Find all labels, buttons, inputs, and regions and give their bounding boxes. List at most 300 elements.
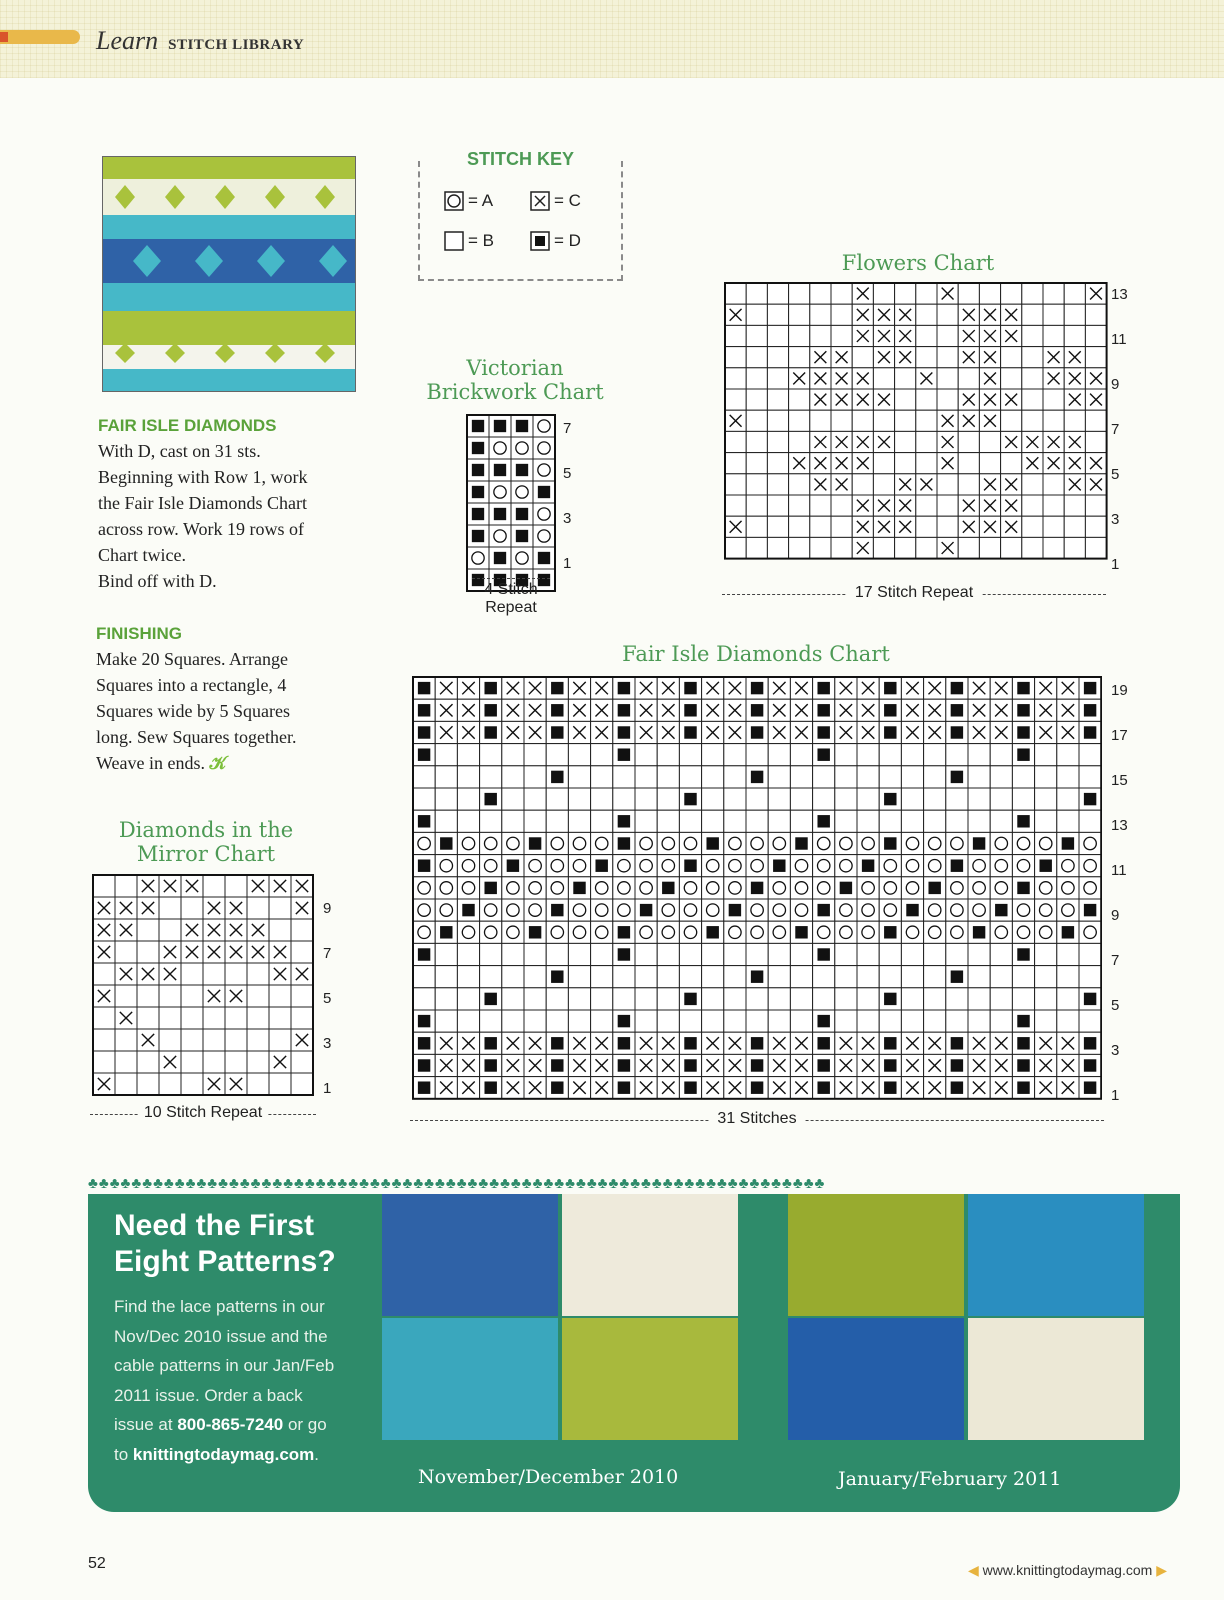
mirror-cell [291, 985, 313, 1007]
victorian-filled-square-stitch [472, 464, 484, 476]
flowers-cell [1022, 537, 1043, 558]
swatch-illustration [103, 157, 355, 391]
fair-isle-cell [413, 877, 435, 899]
flowers-row-number: 9 [1111, 376, 1120, 393]
fair-isle-cell [679, 766, 701, 788]
mirror-cell [181, 985, 203, 1007]
fair-isle-cell [857, 877, 879, 899]
fair-isle-filled-square-stitch [684, 1081, 696, 1093]
fair-isle-cell [768, 810, 790, 832]
fair-isle-filled-square-stitch [418, 948, 430, 960]
flowers-cell [895, 453, 916, 474]
flowers-cell [746, 537, 767, 558]
fair-isle-filled-square-stitch [618, 748, 630, 760]
flowers-cell [746, 495, 767, 516]
fair-isle-row-number: 1 [1111, 1087, 1120, 1104]
mirror-cell [137, 1007, 159, 1029]
fair-isle-filled-square-stitch [618, 1081, 630, 1093]
fair-isle-filled-square-stitch [751, 970, 763, 982]
fair-isle-cell [835, 855, 857, 877]
fair-isle-cell [990, 766, 1012, 788]
fair-isle-cell [591, 921, 613, 943]
mirror-cell [93, 1007, 115, 1029]
fair-isle-cell [635, 788, 657, 810]
mirror-cell [203, 963, 225, 985]
flowers-cell [895, 537, 916, 558]
fair-isle-cell [546, 1010, 568, 1032]
fair-isle-repeat-text: 31 Stitches [709, 1110, 804, 1127]
fair-isle-cell [1079, 921, 1101, 943]
mirror-cell [159, 1073, 181, 1095]
victorian-row-number: 5 [563, 465, 572, 482]
fair-isle-filled-square-stitch [418, 815, 430, 827]
victorian-filled-square-stitch [472, 530, 484, 542]
fair-isle-filled-square-stitch [484, 704, 496, 716]
fair-isle-cell [768, 744, 790, 766]
mirror-cell [225, 1029, 247, 1051]
mirror-cell [225, 1051, 247, 1073]
mirror-cell [137, 1051, 159, 1073]
fair-isle-cell [1079, 855, 1101, 877]
fair-isle-cell [1035, 810, 1057, 832]
fair-isle-filled-square-stitch [1017, 1037, 1029, 1049]
fair-isle-filled-square-stitch [551, 726, 563, 738]
flowers-cell [937, 516, 958, 537]
flowers-cell [1022, 516, 1043, 537]
mirror-cell [225, 875, 247, 897]
fair-isle-cell [457, 832, 479, 854]
flowers-cell [767, 453, 788, 474]
key-item-d [530, 231, 581, 251]
fair-isle-cell [524, 943, 546, 965]
flowers-cell [873, 453, 894, 474]
fair-isle-cell [435, 788, 457, 810]
flowers-cell [1064, 516, 1085, 537]
fair-isle-cell [901, 877, 923, 899]
fair-isle-cell [1057, 766, 1079, 788]
flowers-cell [1001, 453, 1022, 474]
fair-isle-cell [1012, 788, 1034, 810]
fair-isle-cell [657, 1010, 679, 1032]
fair-isle-cell [746, 899, 768, 921]
fair-isle-cell [990, 921, 1012, 943]
flowers-cell [1085, 304, 1106, 325]
flowers-cell [937, 304, 958, 325]
flowers-cell [725, 431, 746, 452]
fair-isle-cell [1079, 766, 1101, 788]
flowers-cell [1064, 325, 1085, 346]
flowers-row-number: 1 [1111, 556, 1120, 573]
flowers-cell [1022, 283, 1043, 304]
promo-heading-line: Need the First [114, 1209, 315, 1242]
fair-isle-cell [879, 1010, 901, 1032]
fair-isle-cell [657, 943, 679, 965]
mirror-row-number: 7 [323, 945, 332, 962]
fair-isle-cell [502, 810, 524, 832]
fair-isle-cell [502, 1010, 524, 1032]
finishing-line: Squares into a rectangle, 4 [96, 675, 287, 695]
fair-isle-cell [524, 788, 546, 810]
fair-isle-cell [990, 855, 1012, 877]
flowers-cell [1043, 304, 1064, 325]
fair-isle-cell [568, 810, 590, 832]
fair-isle-cell [1012, 921, 1034, 943]
fair-isle-filled-square-stitch [684, 859, 696, 871]
fair-isle-cell [968, 855, 990, 877]
key-label-b: = B [468, 231, 494, 250]
fair-isle-filled-square-stitch [1017, 1015, 1029, 1027]
promo-to: to [114, 1444, 129, 1464]
fair-isle-cell [813, 855, 835, 877]
fair-isle-cell [1057, 943, 1079, 965]
fair-isle-filled-square-stitch [1084, 1059, 1096, 1071]
fair-isle-cell [746, 855, 768, 877]
key-label-c: = C [554, 191, 581, 210]
fair-isle-cell [457, 877, 479, 899]
fair-isle-instructions [98, 416, 358, 594]
fair-isle-filled-square-stitch [817, 1015, 829, 1027]
fair-isle-cell [679, 1010, 701, 1032]
flowers-cell [1064, 304, 1085, 325]
flowers-cell [767, 325, 788, 346]
fair-isle-cell [724, 1010, 746, 1032]
victorian-repeat-text: 4 Stitch [484, 581, 538, 598]
fair-isle-filled-square-stitch [840, 882, 852, 894]
fair-isle-cell [724, 943, 746, 965]
mirror-cell [291, 1073, 313, 1095]
fair-isle-cell [546, 810, 568, 832]
footer-url[interactable] [968, 1562, 1167, 1579]
fair-isle-filled-square-stitch [884, 682, 896, 694]
fair-isle-cell [746, 921, 768, 943]
flowers-cell [895, 431, 916, 452]
fair-isle-cell [790, 943, 812, 965]
flowers-cell [916, 410, 937, 431]
fair-isle-filled-square-stitch [951, 970, 963, 982]
header-accent [0, 30, 80, 44]
fair-isle-cell [968, 1010, 990, 1032]
page-number: 52 [88, 1555, 106, 1572]
fair-isle-cell [457, 988, 479, 1010]
fair-isle-filled-square-stitch [795, 926, 807, 938]
flowers-cell [831, 325, 852, 346]
mirror-title-line: Mirror Chart [136, 842, 276, 866]
fair-isle-cell [835, 832, 857, 854]
fair-isle-cell [613, 877, 635, 899]
fair-isle-cell [924, 810, 946, 832]
fair-isle-filled-square-stitch [951, 682, 963, 694]
fair-isle-filled-square-stitch [551, 970, 563, 982]
fair-isle-filled-square-stitch [684, 726, 696, 738]
victorian-filled-square-stitch [516, 508, 528, 520]
fair-isle-cell [702, 1010, 724, 1032]
fair-isle-cell [768, 899, 790, 921]
fair-isle-row-number: 17 [1111, 727, 1128, 744]
flowers-cell [810, 495, 831, 516]
fair-isle-cell [657, 899, 679, 921]
mirror-cell [115, 1051, 137, 1073]
fair-isle-cell [1057, 855, 1079, 877]
fair-isle-filled-square-stitch [484, 726, 496, 738]
mirror-cell [159, 985, 181, 1007]
flowers-cell [1043, 495, 1064, 516]
fair-isle-filled-square-stitch [418, 704, 430, 716]
flowers-cell [1001, 347, 1022, 368]
fair-isle-filled-square-stitch [684, 1059, 696, 1071]
mirror-cell [203, 1051, 225, 1073]
flowers-cell [789, 325, 810, 346]
fair-isle-cell [413, 766, 435, 788]
fair-isle-cell [768, 877, 790, 899]
fair-isle-cell [924, 943, 946, 965]
flowers-cell [725, 283, 746, 304]
flowers-cell [810, 304, 831, 325]
fair-isle-cell [768, 966, 790, 988]
cable-swatch-photo [968, 1194, 1144, 1316]
flowers-cell [767, 410, 788, 431]
fair-isle-cell [1035, 899, 1057, 921]
flowers-cell [937, 474, 958, 495]
flowers-cell [895, 389, 916, 410]
flowers-cell [789, 495, 810, 516]
fair-isle-cell [435, 766, 457, 788]
fair-isle-filled-square-stitch [706, 926, 718, 938]
fair-isle-cell [457, 943, 479, 965]
cable-swatch-photo [788, 1318, 964, 1440]
lace-swatch-photo [382, 1194, 558, 1316]
fair-isle-cell [857, 943, 879, 965]
fair-isle-filled-square-stitch [951, 726, 963, 738]
fair-isle-cell [790, 988, 812, 1010]
fair-isle-cell [635, 966, 657, 988]
mirror-cell [93, 875, 115, 897]
cross-symbol-icon [530, 191, 550, 211]
mirror-repeat-label [90, 1104, 316, 1122]
promo-heading-line: Eight Patterns? [114, 1245, 336, 1278]
fair-isle-cell [568, 988, 590, 1010]
key-label-a: = A [468, 191, 494, 210]
fair-isle-filled-square-stitch [951, 1081, 963, 1093]
victorian-cell [511, 547, 533, 569]
fair-isle-cell [768, 1010, 790, 1032]
flowers-cell [831, 516, 852, 537]
fair-isle-filled-square-stitch [817, 726, 829, 738]
fair-isle-cell [835, 966, 857, 988]
flowers-cell [1043, 537, 1064, 558]
victorian-filled-square-stitch [494, 508, 506, 520]
fair-isle-cell [657, 766, 679, 788]
fair-isle-cell [924, 788, 946, 810]
fair-isle-cell [1057, 966, 1079, 988]
fair-isle-cell [1035, 988, 1057, 1010]
fair-isle-cell [724, 988, 746, 1010]
fair-isle-cell [591, 966, 613, 988]
finishing-line: Squares wide by 5 Squares [96, 701, 290, 721]
fair-isle-cell [413, 788, 435, 810]
fair-isle-filled-square-stitch [440, 926, 452, 938]
fair-isle-cell [835, 766, 857, 788]
mirror-cell [291, 1007, 313, 1029]
flowers-cell [789, 516, 810, 537]
fair-isle-filled-square-stitch [884, 926, 896, 938]
mirror-cell [93, 963, 115, 985]
fair-isle-cell [1035, 966, 1057, 988]
mirror-cell [115, 875, 137, 897]
mirror-cell [269, 919, 291, 941]
fair-isle-cell [768, 988, 790, 1010]
fair-isle-cell [946, 810, 968, 832]
fair-isle-cell [835, 921, 857, 943]
fair-isle-cell [1035, 877, 1057, 899]
fair-isle-cell [924, 744, 946, 766]
fair-isle-cell [502, 966, 524, 988]
fair-isle-cell [546, 943, 568, 965]
fair-isle-cell [1035, 921, 1057, 943]
fair-isle-filled-square-stitch [817, 704, 829, 716]
fair-isle-filled-square-stitch [484, 1037, 496, 1049]
flowers-cell [873, 474, 894, 495]
fair-isle-cell [1057, 744, 1079, 766]
victorian-filled-square-stitch [494, 552, 506, 564]
flowers-cell [979, 431, 1000, 452]
fair-isle-cell [568, 943, 590, 965]
fair-isle-filled-square-stitch [1017, 682, 1029, 694]
fair-isle-cell [857, 988, 879, 1010]
victorian-filled-square-stitch [472, 508, 484, 520]
fair-isle-cell [901, 788, 923, 810]
mirror-cell [247, 1073, 269, 1095]
finishing-line: long. Sew Squares together. [96, 727, 297, 747]
fair-isle-row-number: 5 [1111, 997, 1120, 1014]
fair-isle-cell [480, 810, 502, 832]
fair-isle-row-number: 19 [1111, 682, 1128, 699]
fair-isle-filled-square-stitch [595, 859, 607, 871]
fair-isle-filled-square-stitch [951, 859, 963, 871]
fair-isle-cell [901, 988, 923, 1010]
flowers-chart-title: Flowers Chart [841, 251, 995, 275]
fair-isle-filled-square-stitch [751, 682, 763, 694]
fair-isle-filled-square-stitch [884, 837, 896, 849]
mirror-cell [203, 1029, 225, 1051]
fair-isle-cell [502, 943, 524, 965]
flowers-cell [725, 325, 746, 346]
lace-swatch-photo [562, 1318, 738, 1440]
flowers-repeat-label [722, 584, 1106, 602]
lace-swatch-photo [382, 1318, 558, 1440]
flowers-cell [979, 283, 1000, 304]
fair-isle-cell [990, 832, 1012, 854]
fair-isle-cell [901, 1010, 923, 1032]
flowers-cell [1064, 283, 1085, 304]
fair-isle-cell [702, 766, 724, 788]
footer-url-text[interactable]: www.knittingtodaymag.com [982, 1562, 1153, 1578]
fair-isle-cell [502, 744, 524, 766]
fair-isle-cell [901, 744, 923, 766]
flowers-cell [958, 283, 979, 304]
promo-body [114, 1292, 354, 1469]
fair-isle-filled-square-stitch [751, 882, 763, 894]
fair-isle-filled-square-stitch [1017, 748, 1029, 760]
fair-isle-cell [657, 744, 679, 766]
fair-isle-cell [857, 899, 879, 921]
fair-isle-cell [790, 855, 812, 877]
fair-isle-cell [857, 966, 879, 988]
fair-isle-filled-square-stitch [817, 748, 829, 760]
fair-isle-cell [480, 943, 502, 965]
fair-isle-filled-square-stitch [418, 1037, 430, 1049]
fair-isle-line: Beginning with Row 1, work [98, 467, 308, 487]
flowers-row-number: 3 [1111, 511, 1120, 528]
mirror-cell [159, 919, 181, 941]
fair-isle-cell [568, 788, 590, 810]
fair-isle-filled-square-stitch [817, 904, 829, 916]
flowers-cell [831, 537, 852, 558]
flowers-cell [725, 389, 746, 410]
flowers-cell [746, 389, 767, 410]
arrow-left-icon: ◀ [968, 1562, 979, 1578]
victorian-row-number: 7 [563, 420, 572, 437]
fair-isle-cell [568, 855, 590, 877]
fair-isle-cell [679, 810, 701, 832]
fair-isle-cell [1057, 899, 1079, 921]
mirror-cell [269, 985, 291, 1007]
fair-isle-filled-square-stitch [684, 793, 696, 805]
fair-isle-cell [857, 788, 879, 810]
fair-isle-cell [879, 744, 901, 766]
fair-isle-cell [1079, 832, 1101, 854]
fair-isle-cell [591, 766, 613, 788]
fair-isle-row-number: 3 [1111, 1042, 1120, 1059]
cable-swatch-photo [968, 1318, 1144, 1440]
fair-isle-filled-square-stitch [817, 948, 829, 960]
fair-isle-cell [879, 766, 901, 788]
fair-isle-filled-square-stitch [751, 1081, 763, 1093]
fair-isle-cell [879, 943, 901, 965]
fair-isle-cell [413, 899, 435, 921]
flowers-cell [810, 283, 831, 304]
fair-isle-cell [480, 766, 502, 788]
fair-isle-cell [524, 877, 546, 899]
fair-isle-cell [480, 832, 502, 854]
fair-isle-cell [924, 766, 946, 788]
flowers-cell [1022, 410, 1043, 431]
fair-isle-cell [746, 810, 768, 832]
fair-isle-filled-square-stitch [618, 1037, 630, 1049]
fair-isle-cell [857, 744, 879, 766]
fair-isle-filled-square-stitch [551, 704, 563, 716]
flowers-cell [937, 325, 958, 346]
promo-phone[interactable]: 800-865-7240 [177, 1415, 284, 1434]
fair-isle-cell [591, 832, 613, 854]
stitch-key-title-wrap [420, 149, 621, 170]
fair-isle-filled-square-stitch [1062, 837, 1074, 849]
fair-isle-cell [435, 744, 457, 766]
fair-isle-cell [1012, 988, 1034, 1010]
flowers-cell [916, 453, 937, 474]
promo-site-link[interactable]: knittingtodaymag.com [132, 1444, 315, 1464]
flowers-cell [831, 495, 852, 516]
fair-isle-cell [990, 744, 1012, 766]
fair-isle-cell [502, 921, 524, 943]
fair-isle-filled-square-stitch [1017, 1081, 1029, 1093]
fair-isle-cell [857, 766, 879, 788]
fair-isle-cell [968, 810, 990, 832]
flowers-cell [873, 368, 894, 389]
victorian-cell [533, 415, 555, 437]
fair-isle-cell [613, 766, 635, 788]
finishing-body [96, 646, 356, 776]
flowers-cell [767, 516, 788, 537]
